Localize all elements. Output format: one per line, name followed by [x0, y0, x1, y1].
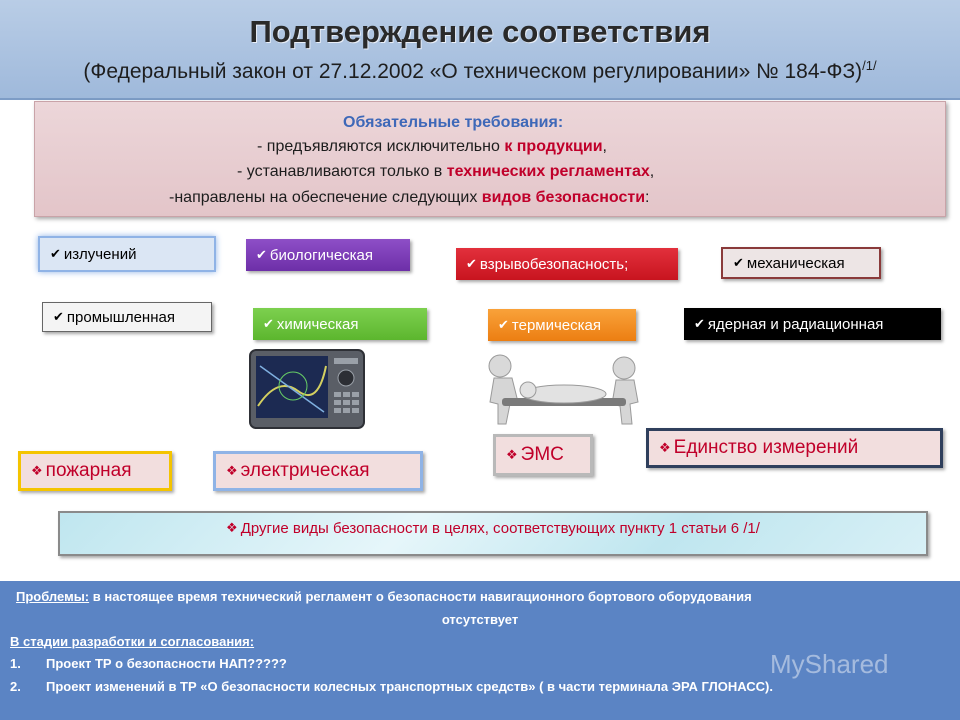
slide-subtitle — [0, 58, 960, 84]
diamond-bullet-icon: ❖ — [226, 463, 238, 478]
checkmark-icon: ✔ — [694, 316, 705, 331]
requirement-line-1: - предъявляются исключительно к продукции, — [257, 138, 607, 155]
stage-heading: В стадии разработки и согласования: — [10, 634, 255, 649]
tag-vzryvobezopasnost: ✔ взрывобезопасность; — [456, 248, 678, 280]
requirements-box — [34, 101, 946, 217]
checkmark-icon: ✔ — [263, 316, 274, 331]
watermark-logo: MyShared — [770, 649, 889, 679]
tag-drugie-vidy: ❖ Другие виды безопасности в целях, соответствующих пункту 1 статьи 6 /1/ — [58, 511, 928, 556]
checkmark-icon: ✔ — [733, 255, 744, 270]
checkmark-icon: ✔ — [53, 309, 64, 324]
diamond-bullet-icon: ❖ — [506, 447, 518, 462]
problems-panel — [0, 581, 960, 720]
subtitle-text: (Федеральный закон от 27.12.2002 «О техническом регулировании» № 184-ФЗ) — [83, 60, 863, 83]
problems-line-2: отсутствует — [441, 612, 519, 627]
tag-yadernaya: ✔ ядерная и радиационная — [684, 308, 941, 340]
list-item-1: 1. Проект ТР о безопасности НАП????? — [10, 656, 287, 671]
tag-izlucheniy: ✔ излучений — [38, 236, 216, 272]
navigation-device-image — [248, 346, 366, 430]
checkmark-icon: ✔ — [498, 317, 509, 332]
checkmark-icon: ✔ — [256, 247, 267, 262]
tag-pozharnaya: ❖ пожарная — [18, 451, 172, 491]
tag-mekhanicheskaya: ✔ механическая — [721, 247, 881, 279]
diamond-bullet-icon: ❖ — [659, 440, 671, 455]
checkmark-icon: ✔ — [466, 256, 477, 271]
requirement-line-2: - устанавливаются только в технических регламентах, — [237, 163, 655, 180]
subtitle-ref: /1/ — [862, 58, 877, 73]
people-carrying-stretcher-image — [472, 350, 654, 428]
slide-header — [0, 0, 960, 100]
tag-elektricheskaya: ❖ электрическая — [213, 451, 423, 491]
diamond-bullet-icon: ❖ — [226, 520, 238, 535]
slide-title: Подтверждение соответствия — [249, 14, 711, 49]
tag-biologicheskaya: ✔ биологическая — [246, 239, 410, 271]
checkmark-icon: ✔ — [50, 246, 61, 261]
list-item-2: 2. Проект изменений в ТР «О безопасности колесных транспортных средств» ( в части терминала ЭРА ГЛОНАСС). — [10, 679, 773, 694]
requirement-line-3: -направлены на обеспечение следующих видов безопасности: — [169, 189, 650, 206]
problems-line-1: Проблемы: в настоящее время технический регламент о безопасности навигационного бортового оборудования — [16, 589, 752, 604]
requirements-heading: Обязательные требования: — [343, 114, 564, 131]
diamond-bullet-icon: ❖ — [31, 463, 43, 478]
tag-khimicheskaya: ✔ химическая — [253, 308, 427, 340]
tag-ems: ❖ ЭМС — [493, 434, 593, 476]
tag-termicheskaya: ✔ термическая — [488, 309, 636, 341]
tag-promyshlennaya: ✔ промышленная — [42, 302, 212, 332]
tag-edinstvo-izmereniy: ❖ Единство измерений — [646, 428, 943, 468]
